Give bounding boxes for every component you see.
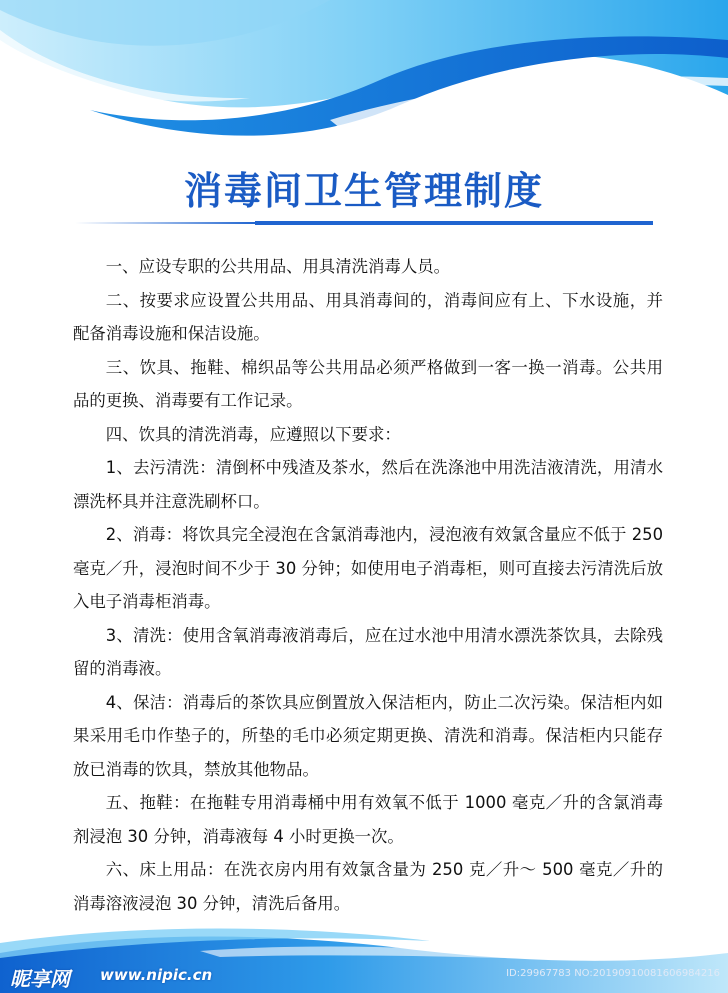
paragraph-6: 六、床上用品：在洗衣房内用有效氯含量为 250 克／升～ 500 毫克／升的消毒溶液浸泡 30 分钟，清洗后备用。 bbox=[73, 860, 663, 913]
paragraph-4-3: 3、清洗：使用含氧消毒液消毒后，应在过水池中用清水漂洗茶饮具，去除残留的消毒液。 bbox=[73, 625, 663, 678]
watermark-url: www.nipic.cn bbox=[100, 966, 213, 984]
paragraph-3: 三、饮具、拖鞋、棉织品等公共用品必须严格做到一客一换一消毒。公共用品的更换、消毒要有工作记录。 bbox=[73, 357, 663, 410]
title-underline-fade bbox=[75, 222, 255, 224]
page-title: 消毒间卫生管理制度 bbox=[183, 169, 544, 213]
paragraph-5: 五、拖鞋：在拖鞋专用消毒桶中用有效氧不低于 1000 毫克／升的含氯消毒剂浸泡 30 分钟，消毒液每 4 小时更换一次。 bbox=[73, 793, 663, 846]
watermark-logo: 昵享网 bbox=[10, 967, 70, 991]
title-underline bbox=[255, 221, 653, 225]
paragraph-1: 一、应设专职的公共用品、用具清洗消毒人员。 bbox=[105, 257, 450, 276]
paragraph-2: 二、按要求应设置公共用品、用具消毒间的，消毒间应有上、下水设施，并配备消毒设施和保洁设施。 bbox=[73, 290, 663, 343]
watermark-id: ID:29967783 NO:20190910081606984216 bbox=[506, 968, 720, 979]
regulation-body bbox=[73, 250, 663, 920]
paragraph-4-2: 2、消毒：将饮具完全浸泡在含氯消毒池内，浸泡液有效氯含量应不低于 250 毫克／升，浸泡时间不少于 30 分钟；如使用电子消毒柜，则可直接去污清洗后放入电子消毒柜消毒。 bbox=[73, 525, 663, 611]
paragraph-4: 四、饮具的清洗消毒，应遵照以下要求： bbox=[105, 424, 401, 444]
paragraph-4-4: 4、保洁：消毒后的茶饮具应倒置放入保洁柜内，防止二次污染。保洁柜内如果采用毛巾作垫子的，所垫的毛巾必须定期更换、清洗和消毒。保洁柜内只能存放已消毒的饮具，禁放其他物品。 bbox=[73, 692, 663, 779]
top-wave-decoration bbox=[0, 0, 728, 150]
paragraph-4-1: 1、去污清洗：清倒杯中残渣及茶水，然后在洗涤池中用洗洁液清洗，用清水漂洗杯具并注意洗刷杯口。 bbox=[73, 458, 663, 511]
